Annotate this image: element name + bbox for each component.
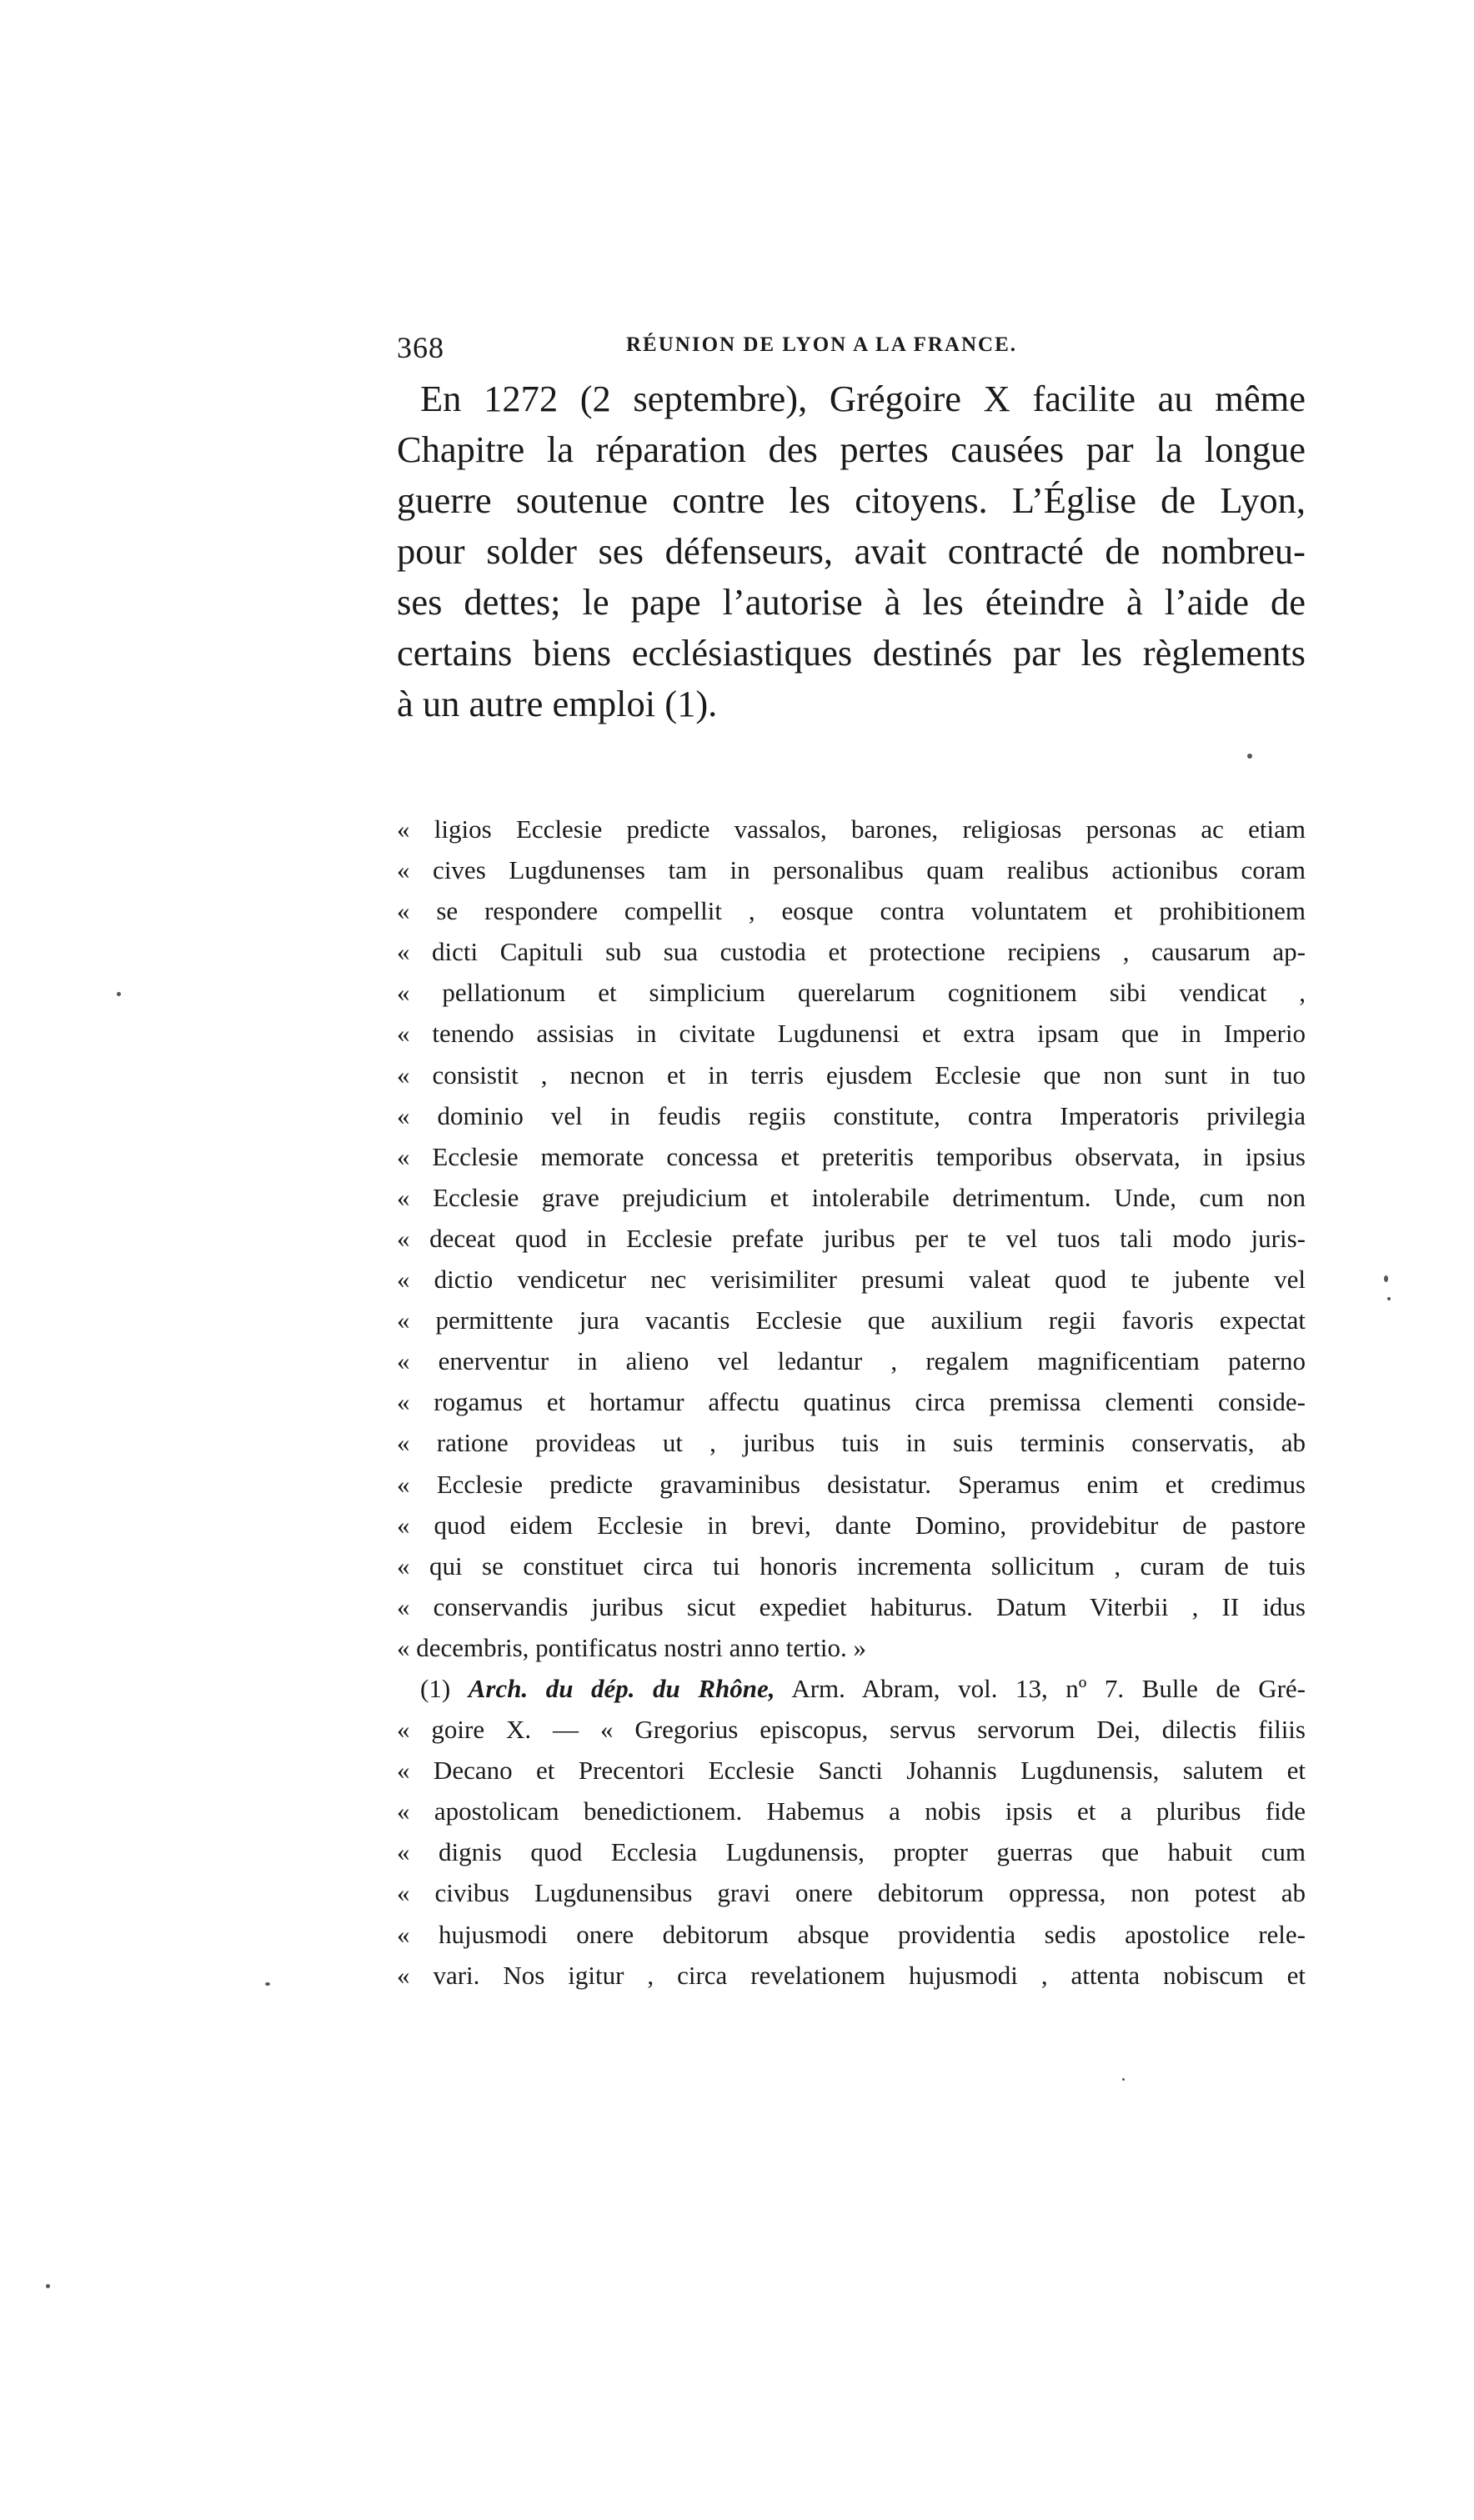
quote-line: « cives Lugdunenses tam in personalibus quam realibus actionibus coram bbox=[397, 855, 1306, 885]
footnote-line: « vari. Nos igitur , circa revelationem hujusmodi , attenta nobiscum et bbox=[397, 1960, 1306, 1990]
footnotes bbox=[397, 809, 1306, 1996]
quote-line: « deceat quod in Ecclesie prefate juribus per te vel tuos tali modo juris- bbox=[397, 1223, 1306, 1253]
page-number: 368 bbox=[397, 331, 444, 364]
quote-line: « permittente jura vacantis Ecclesie que auxilium regii favoris expectat bbox=[397, 1305, 1306, 1335]
scan-speck bbox=[1387, 1297, 1391, 1300]
footnote-first-line-rest: Arm. Abram, vol. 13, nº 7. Bulle de Gré- bbox=[775, 1673, 1306, 1703]
quote-line: « conservandis juribus sicut expediet habiturus. Datum Viterbii , II idus bbox=[397, 1591, 1306, 1621]
quote-line: « se respondere compellit , eosque contra voluntatem et prohibitionem bbox=[397, 896, 1306, 926]
footnote-marker: (1) bbox=[420, 1673, 451, 1703]
quote-line: « quod eidem Ecclesie in brevi, dante Domino, providebitur de pastore bbox=[397, 1510, 1306, 1540]
footnote-source: Arch. du dép. du Rhône, bbox=[468, 1673, 775, 1703]
footnote-line: « goire X. — « Gregorius episcopus, servus servorum Dei, dilectis filiis bbox=[397, 1715, 1306, 1745]
footnote-line: « dignis quod Ecclesia Lugdunensis, propter guerras que habuit cum bbox=[397, 1837, 1306, 1867]
main-line: certains biens ecclésiastiques destinés par les règlements bbox=[397, 632, 1306, 674]
quote-line: « qui se constituet circa tui honoris incrementa sollicitum , curam de tuis bbox=[397, 1551, 1306, 1581]
footnote-line: « apostolicam benedictionem. Habemus a nobis ipsis et a pluribus fide bbox=[397, 1796, 1306, 1826]
quote-line: « pellationum et simplicium querelarum cognitionem sibi vendicat , bbox=[397, 978, 1306, 1008]
footnote-line: « civibus Lugdunensibus gravi onere debitorum oppressa, non potest ab bbox=[397, 1878, 1306, 1908]
quote-line: « Ecclesie memorate concessa et preteritis temporibus observata, in ipsius bbox=[397, 1141, 1306, 1171]
main-line: En 1272 (2 septembre), Grégoire X facilite au même bbox=[420, 378, 1306, 419]
main-line: Chapitre la réparation des pertes causées par la longue bbox=[397, 428, 1306, 470]
main-line: ses dettes; le pape l’autorise à les éteindre à l’aide de bbox=[397, 581, 1306, 623]
scan-speck bbox=[1384, 1275, 1388, 1282]
footnote-line: « Decano et Precentori Ecclesie Sancti Johannis Lugdunensis, salutem et bbox=[397, 1756, 1306, 1786]
scan-speck bbox=[46, 2284, 50, 2288]
quote-line: « consistit , necnon et in terris ejusdem Ecclesie que non sunt in tuo bbox=[397, 1060, 1306, 1090]
quote-line: « Ecclesie predicte gravaminibus desistatur. Speramus enim et credimus bbox=[397, 1469, 1306, 1499]
main-line: guerre soutenue contre les citoyens. L’Église de Lyon, bbox=[397, 479, 1306, 521]
quote-line: « rogamus et hortamur affectu quatinus circa premissa clementi conside- bbox=[397, 1387, 1306, 1417]
main-line: à un autre emploi (1). bbox=[397, 683, 718, 724]
quote-line: « Ecclesie grave prejudicium et intolerabile detrimentum. Unde, cum non bbox=[397, 1182, 1306, 1212]
quote-line: « dominio vel in feudis regiis constitute, contra Imperatoris privilegia bbox=[397, 1100, 1306, 1130]
quote-line: « decembris, pontificatus nostri anno tertio. » bbox=[397, 1632, 867, 1662]
page-header bbox=[397, 330, 1306, 363]
running-title: RÉUNION DE LYON A LA FRANCE. bbox=[626, 333, 1018, 356]
footnote-first-line bbox=[397, 1668, 1306, 1709]
quote-line: « dicti Capituli sub sua custodia et protectione recipiens , causarum ap- bbox=[397, 937, 1306, 967]
quote-line: « ligios Ecclesie predicte vassalos, barones, religiosas personas ac etiam bbox=[397, 814, 1306, 844]
scan-speck bbox=[1247, 754, 1252, 759]
main-paragraph bbox=[397, 373, 1306, 729]
footnote-line: « hujusmodi onere debitorum absque providentia sedis apostolice rele- bbox=[397, 1919, 1306, 1949]
quote-line: « dictio vendicetur nec verisimiliter presumi valeat quod te jubente vel bbox=[397, 1265, 1306, 1295]
scan-speck bbox=[1122, 2078, 1125, 2081]
quote-line: « tenendo assisias in civitate Lugdunensi et extra ipsam que in Imperio bbox=[397, 1019, 1306, 1049]
quote-line: « ratione provideas ut , juribus tuis in suis terminis conservatis, ab bbox=[397, 1428, 1306, 1458]
quote-line: « enerventur in alieno vel ledantur , regalem magnificentiam paterno bbox=[397, 1346, 1306, 1376]
scan-speck bbox=[117, 992, 121, 996]
main-line: pour solder ses défenseurs, avait contracté de nombreu- bbox=[397, 530, 1306, 572]
scan-speck bbox=[265, 1982, 270, 1986]
